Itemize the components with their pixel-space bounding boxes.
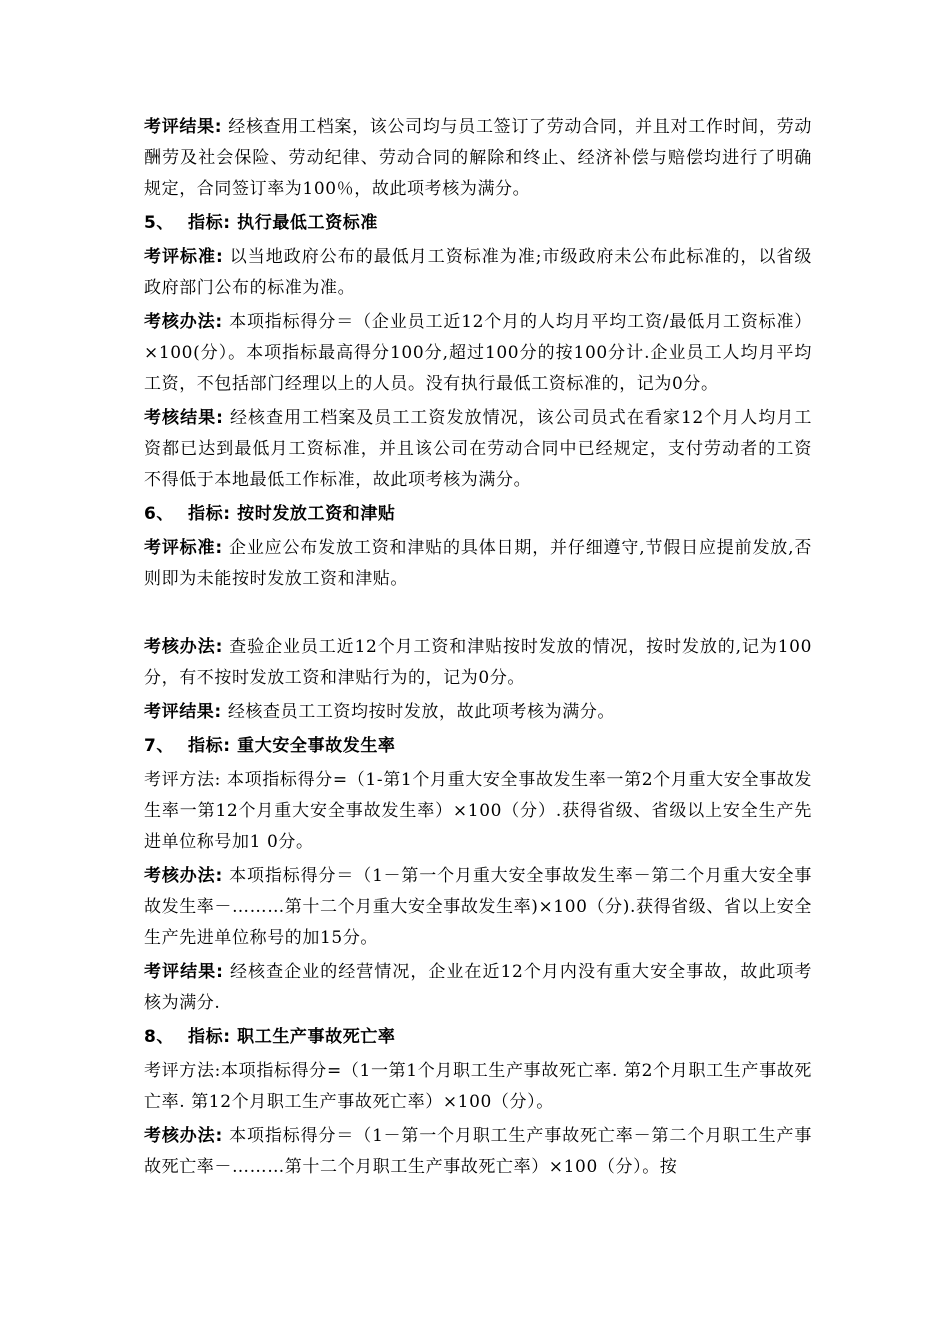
paragraph-text: 本项指标得分＝（企业员工近12个月的人均月平均工资/最低月工资标准）×100(分）。本项指标最高得分100分,超过100分的按100分计.企业员工人均月平均工资，不包括部门经理以上的人员。没有执行最低工资标准的，记为0分。 [144, 312, 812, 394]
paragraph [144, 242, 812, 304]
paragraph [144, 861, 812, 954]
paragraph-text: 以当地政府公布的最低月工资标准为准;市级政府未公布此标准的，以省级政府部门公布的标准为准。 [144, 247, 812, 298]
section-title: 指标: 按时发放工资和津贴 [188, 504, 396, 524]
paragraph-label: 考评结果: [144, 117, 223, 137]
section-number: 8、 [144, 1027, 175, 1047]
paragraph [144, 307, 812, 400]
paragraph-text: 企业应公布发放工资和津贴的具体日期，并仔细遵守,节假日应提前发放,否则即为未能按时发放工资和津贴。 [144, 538, 812, 589]
paragraph [144, 1056, 812, 1118]
paragraph-gap [144, 598, 812, 632]
section-title: 指标: 重大安全事故发生率 [188, 736, 396, 756]
paragraph-text: 经核查员工工资均按时发放，故此项考核为满分。 [221, 702, 616, 722]
paragraph-text: 本项指标得分＝（1－第一个月职工生产事故死亡率－第二个月职工生产事故死亡率－………第十二个月职工生产事故死亡率）×100（分）。按 [144, 1126, 812, 1177]
paragraph-text: 考评方法: 本项指标得分=（1-第1个月重大安全事故发生率一第2个月重大安全事故发生率一第12个月重大安全事故发生率）×100（分）.获得省级、省级以上安全生产先进单位称号加1 0分。 [144, 770, 812, 852]
paragraph [144, 403, 812, 496]
paragraph-label: 考评标准: [144, 247, 224, 267]
paragraph-label: 考核办法: [144, 312, 223, 332]
paragraph-label: 考评标准: [144, 538, 223, 558]
paragraph-text: 查验企业员工近12个月工资和津贴按时发放的情况，按时发放的,记为100分，有不按时发放工资和津贴行为的，记为0分。 [144, 637, 812, 688]
paragraph-text: 经核查用工档案，该公司均与员工签订了劳动合同，并且对工作时间，劳动酬劳及社会保险、劳动纪律、劳动合同的解除和终止、经济补偿与赔偿均进行了明确规定，合同签订率为100％，故此项考核为满分。 [144, 117, 812, 199]
section-number: 6、 [144, 504, 175, 524]
paragraph-label: 考核办法: [144, 637, 223, 657]
section-heading [144, 499, 812, 530]
paragraph-text: 本项指标得分＝（1－第一个月重大安全事故发生率－第二个月重大安全事故发生率－………第十二个月重大安全事故发生率)×100（分).获得省级、省以上安全生产先进单位称号的加15分。 [144, 866, 812, 948]
paragraph [144, 1121, 812, 1183]
section-heading [144, 1022, 812, 1053]
section-number: 5、 [144, 213, 175, 233]
section-heading [144, 731, 812, 762]
paragraph-label: 考评结果: [144, 962, 224, 982]
paragraph-text: 经核查用工档案及员工工资发放情况，该公司员式在看家12个月人均月工资都已达到最低月工资标准，并且该公司在劳动合同中已经规定，支付劳动者的工资不得低于本地最低工作标准，故此项考核为满分。 [144, 408, 812, 490]
section-title: 指标: 职工生产事故死亡率 [188, 1027, 396, 1047]
paragraph-label: 考核结果: [144, 408, 224, 428]
paragraph [144, 957, 812, 1019]
paragraph-text: 考评方法:本项指标得分=（1一第1个月职工生产事故死亡率. 第2个月职工生产事故死亡率. 第12个月职工生产事故死亡率）×100（分）。 [144, 1061, 812, 1112]
paragraph [144, 697, 812, 728]
section-number: 7、 [144, 736, 175, 756]
paragraph [144, 765, 812, 858]
paragraph-label: 考核办法: [144, 866, 223, 886]
paragraph-label: 考评结果: [144, 702, 222, 722]
paragraph [144, 533, 812, 595]
section-title: 指标: 执行最低工资标准 [188, 213, 378, 233]
paragraph [144, 112, 812, 205]
paragraph [144, 632, 812, 694]
section-heading [144, 208, 812, 239]
paragraph-label: 考核办法: [144, 1126, 223, 1146]
paragraph-text: 经核查企业的经营情况，企业在近12个月内没有重大安全事故，故此项考核为满分. [144, 962, 812, 1013]
document-page [144, 112, 812, 1186]
